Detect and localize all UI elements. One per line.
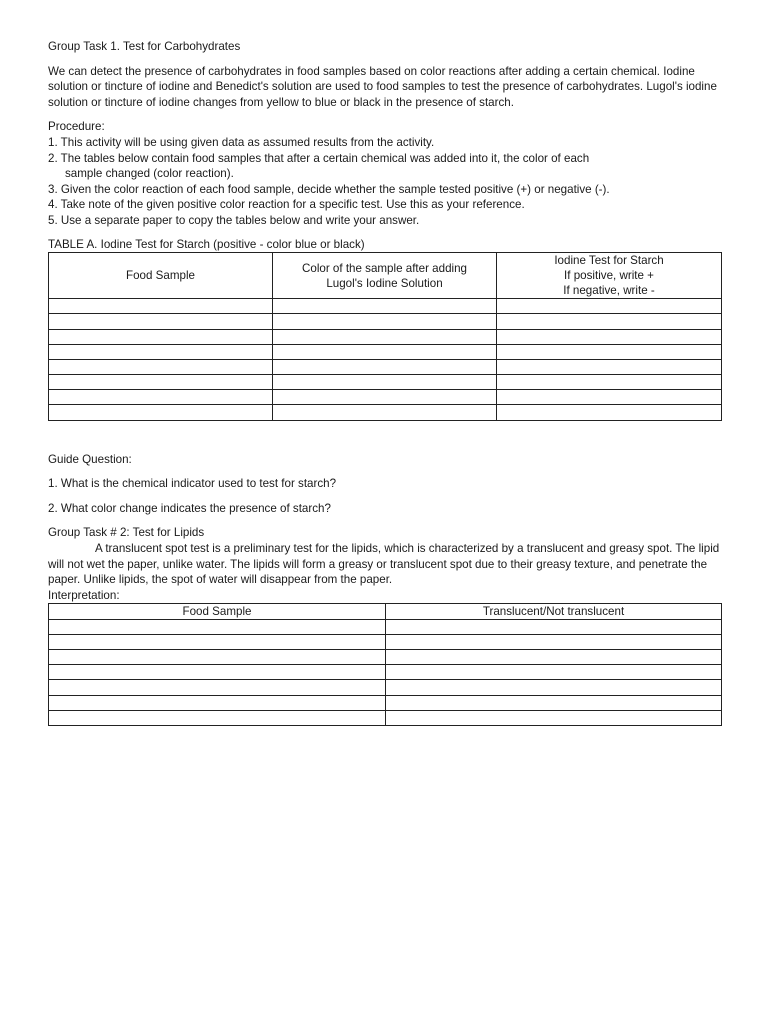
table-a-row (49, 299, 722, 314)
table-a-cell (273, 375, 497, 390)
table-a-header-food-sample-label: Food Sample (126, 269, 195, 283)
procedure-list (48, 135, 722, 229)
table-b-lipid-test (48, 603, 722, 726)
guide-question-1: 1. What is the chemical indicator used to test for starch? (48, 477, 337, 491)
procedure-heading: Procedure: (48, 120, 105, 134)
task1-intro: We can detect the presence of carbohydrates in food samples based on color reactions after adding a certain chemical. Iodine solution or tincture of iodine and Benedict's solution are used to food samples to test the presence of carbohydrates. Lugol's iodine solution or tincture of iodine changes from yellow to blue or black in the presence of starch. (48, 64, 717, 109)
table-b-cell (386, 680, 722, 695)
table-a-cell (497, 314, 722, 329)
procedure-step: 1. This activity will be using given data as assumed results from the activity. (48, 135, 435, 149)
table-b-row (49, 650, 722, 665)
guide-question-heading: Guide Question: (48, 452, 132, 466)
procedure-step: 2. The tables below contain food samples that after a certain chemical was added into it, the color of each (48, 151, 590, 165)
table-a-cell (497, 329, 722, 344)
table-b-cell (386, 665, 722, 680)
table-b-row (49, 665, 722, 680)
guide-question-2: 2. What color change indicates the presence of starch? (48, 501, 331, 515)
table-b-cell (49, 650, 386, 665)
table-a-header-iodine-line1: Iodine Test for Starch (554, 254, 664, 268)
table-a-cell (497, 375, 722, 390)
procedure-step-continued: sample changed (color reaction). (65, 167, 234, 181)
table-a-header-color (273, 253, 497, 299)
table-b-header-translucent-label: Translucent/Not translucent (482, 604, 625, 618)
table-a-row (49, 375, 722, 390)
table-b-header-food-sample (49, 604, 386, 619)
table-b-cell (386, 710, 722, 725)
procedure-step: 5. Use a separate paper to copy the tables below and write your answer. (48, 213, 420, 227)
table-b-row (49, 619, 722, 634)
table-a-iodine-test (48, 252, 722, 421)
table-a-cell (49, 405, 273, 420)
table-a-cell (273, 390, 497, 405)
table-b-row (49, 710, 722, 725)
table-b-cell (386, 650, 722, 665)
table-a-cell (497, 344, 722, 359)
table-b-row (49, 680, 722, 695)
table-b-cell (49, 680, 386, 695)
table-a-header-color-line2: Lugol's Iodine Solution (326, 276, 443, 290)
table-a-cell (273, 299, 497, 314)
table-a-row (49, 359, 722, 374)
table-a-cell (497, 299, 722, 314)
table-b-cell (386, 619, 722, 634)
worksheet-page (48, 39, 722, 726)
procedure-step: 3. Given the color reaction of each food sample, decide whether the sample tested positive (+) or negative (-). (48, 182, 610, 196)
table-a-cell (273, 314, 497, 329)
table-b-body (49, 619, 722, 725)
table-b-cell (386, 695, 722, 710)
table-a-cell (497, 405, 722, 420)
table-a-header-color-line1: Color of the sample after adding (302, 261, 467, 275)
table-a-cell (273, 329, 497, 344)
interpretation-label: Interpretation: (48, 588, 120, 602)
table-a-cell (49, 359, 273, 374)
task2-title: Group Task # 2: Test for Lipids (48, 526, 205, 540)
table-a-header-iodine-line3: If negative, write - (563, 284, 655, 298)
table-b-cell (386, 634, 722, 649)
table-a-row (49, 329, 722, 344)
table-a-cell (49, 390, 273, 405)
table-a-row (49, 390, 722, 405)
table-a-caption: TABLE A. Iodine Test for Starch (positive - color blue or black) (48, 237, 365, 251)
table-b-cell (49, 619, 386, 634)
table-a-cell (49, 299, 273, 314)
table-b-row (49, 695, 722, 710)
table-a-header-food-sample (49, 253, 273, 299)
table-a-row (49, 344, 722, 359)
table-b-header-food-sample-label: Food Sample (182, 604, 252, 618)
table-b-header-row (49, 604, 722, 619)
table-b-cell (49, 695, 386, 710)
table-a-cell (49, 344, 273, 359)
table-b-cell (49, 710, 386, 725)
table-a-cell (497, 359, 722, 374)
table-a-cell (273, 344, 497, 359)
procedure-step: 4. Take note of the given positive color reaction for a specific test. Use this as your reference. (48, 198, 525, 212)
task2-paragraph: A translucent spot test is a preliminary test for the lipids, which is characterized by a translucent and greasy spot. The lipid will not wet the paper, unlike water. The lipids will form a greasy or translucent spot due to their greasy texture, and penetrate the paper. Unlike lipids, the spot of water will disappear from the paper. (48, 542, 720, 587)
table-a-cell (273, 359, 497, 374)
table-a-row (49, 405, 722, 420)
table-a-header-iodine-test (497, 253, 722, 299)
task1-title: Group Task 1. Test for Carbohydrates (48, 40, 241, 53)
table-a-cell (49, 375, 273, 390)
table-b-header-translucent (386, 604, 722, 619)
table-a-header-row (49, 253, 722, 299)
table-a-cell (49, 314, 273, 329)
table-a-header-iodine-line2: If positive, write + (564, 269, 654, 283)
table-a-cell (497, 390, 722, 405)
table-a-cell (273, 405, 497, 420)
table-a-row (49, 314, 722, 329)
table-b-cell (49, 634, 386, 649)
table-a-body (49, 299, 722, 421)
table-b-cell (49, 665, 386, 680)
table-a-cell (49, 329, 273, 344)
table-b-row (49, 634, 722, 649)
